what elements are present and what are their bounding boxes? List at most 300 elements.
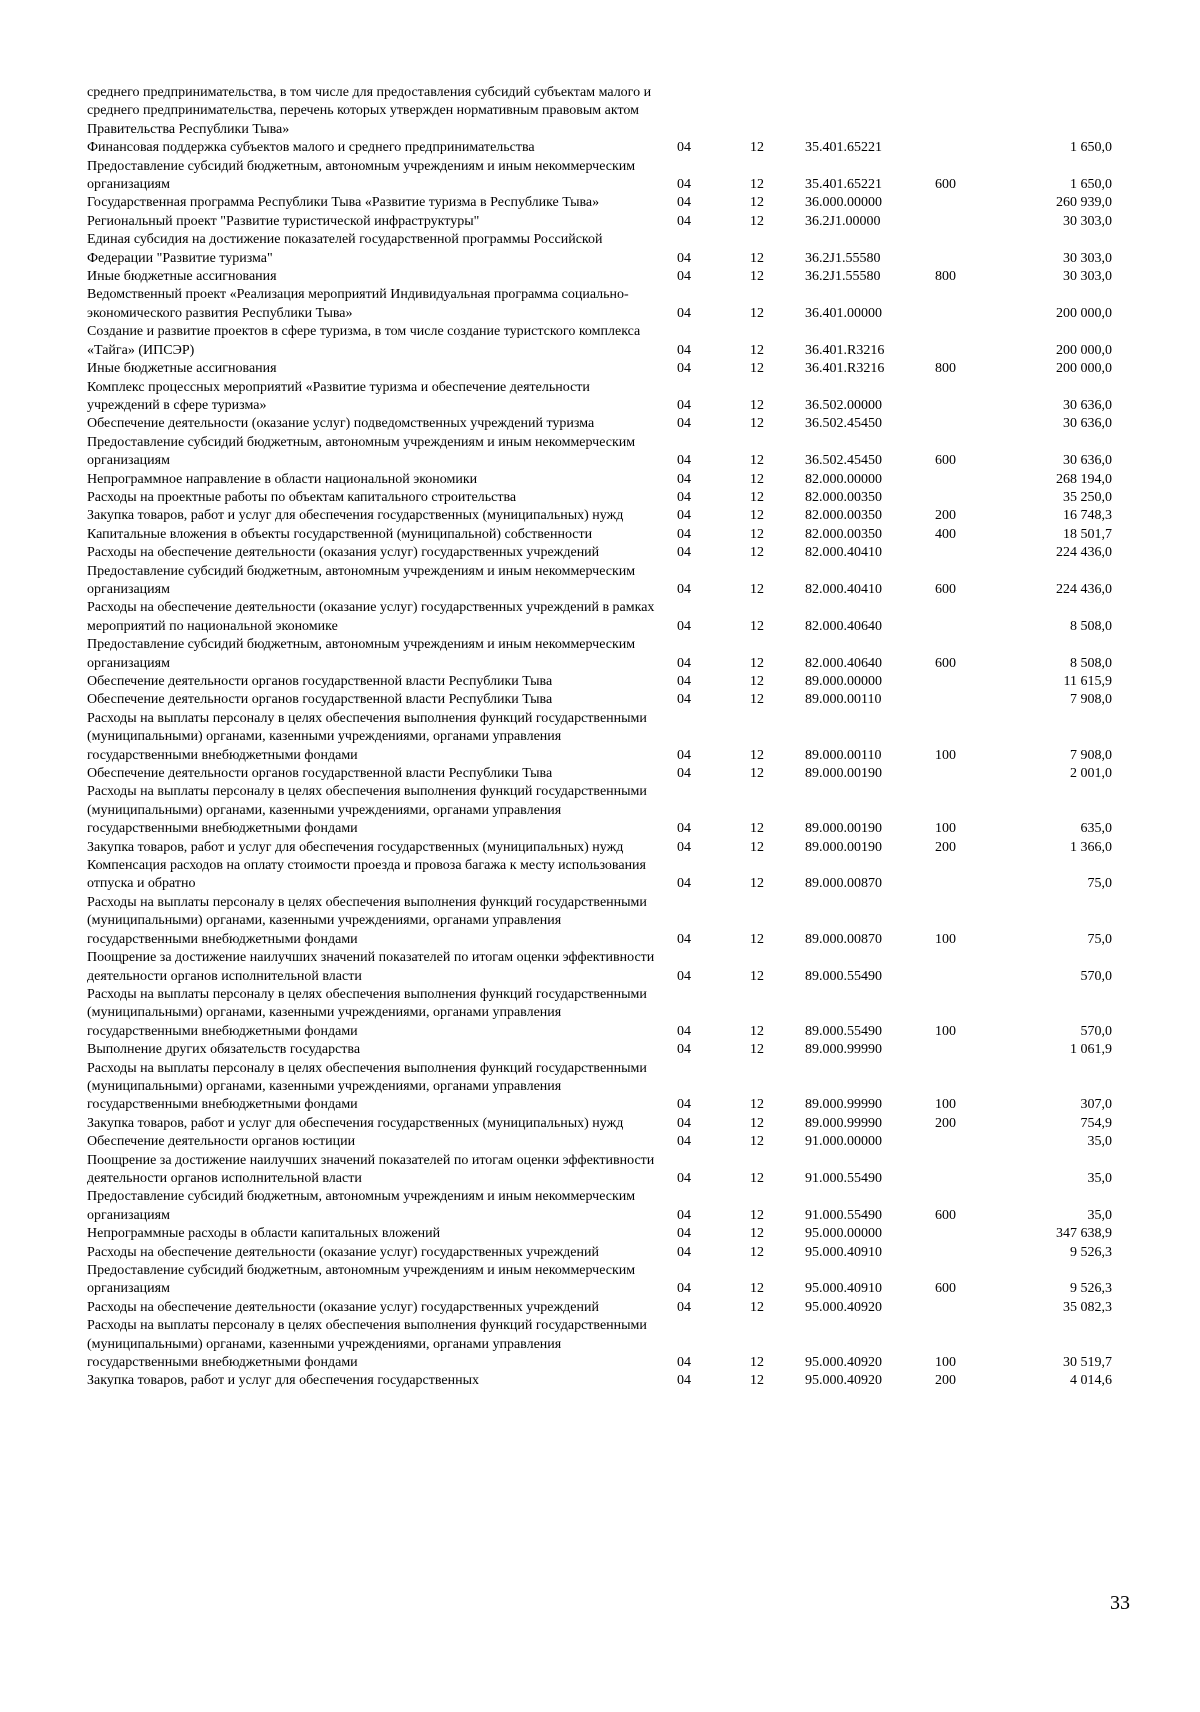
row-section-code: 04 xyxy=(677,508,691,524)
row-target-article: 89.000.00000 xyxy=(805,674,882,689)
row-target-article: 82.000.40410 xyxy=(805,581,882,597)
row-name: Расходы на выплаты персоналу в целях обеспечения выполнения функций государственными (муниципальными) органами, казенными учреждениями, органами управления государственными внебюджетными фондами xyxy=(87,784,647,837)
row-amount: 30 636,0 xyxy=(1063,453,1112,469)
row-name: Предоставление субсидий бюджетным, автономным учреждениям и иным некоммерческим организациям xyxy=(87,1263,636,1297)
row-subsection-code: 12 xyxy=(750,968,764,984)
row-subsection-code: 12 xyxy=(750,305,764,321)
row-expense-type: 600 xyxy=(935,655,956,671)
table-row xyxy=(87,857,1112,894)
row-target-article: 36.401.R3216 xyxy=(805,361,885,377)
row-subsection-code: 12 xyxy=(750,1207,764,1223)
row-expense-type: 100 xyxy=(935,1023,956,1039)
row-name: Расходы на обеспечение деятельности (оказание услуг) государственных учреждений в рамках мероприятий по национальной экономике xyxy=(87,600,655,634)
row-target-article: 89.000.00190 xyxy=(805,839,882,855)
row-section-code: 04 xyxy=(677,931,691,947)
row-target-article: 95.000.40920 xyxy=(805,1299,882,1315)
row-section-code: 04 xyxy=(677,839,691,855)
row-amount: 1 650,0 xyxy=(1070,177,1112,193)
row-expense-type xyxy=(935,691,997,709)
row-subsection-code: 12 xyxy=(750,526,764,542)
row-target-article: 91.000.55490 xyxy=(805,1207,882,1223)
table-row xyxy=(87,231,1112,268)
row-subsection-code: 12 xyxy=(750,821,764,837)
row-expense-type xyxy=(935,84,997,139)
row-target-article: 89.000.00870 xyxy=(805,876,882,892)
table-row xyxy=(87,894,1112,949)
row-name: Закупка товаров, работ и услуг для обеспечения государственных (муниципальных) нужд xyxy=(87,1115,624,1131)
row-target-article: 36.502.45450 xyxy=(805,453,882,469)
row-amount: 35 082,3 xyxy=(1063,1299,1112,1315)
table-row xyxy=(87,158,1112,195)
row-name: Расходы на выплаты персоналу в целях обеспечения выполнения функций государственными (муниципальными) органами, казенными учреждениями, органами управления государственными внебюджетными фондами xyxy=(87,986,647,1039)
row-target-article: 82.000.40640 xyxy=(805,655,882,671)
row-section-code: 04 xyxy=(677,1244,691,1260)
row-expense-type xyxy=(935,415,997,433)
row-target-article: 89.000.99990 xyxy=(805,1042,882,1058)
row-section-code: 04 xyxy=(677,1023,691,1039)
row-target-article: 82.000.40640 xyxy=(805,618,882,634)
row-section-code: 04 xyxy=(677,526,691,542)
row-amount: 224 436,0 xyxy=(1056,545,1112,561)
row-expense-type: 400 xyxy=(935,526,956,542)
table-row xyxy=(87,710,1112,765)
row-target-article: 89.000.00110 xyxy=(805,692,882,708)
table-row xyxy=(87,563,1112,600)
row-amount: 8 508,0 xyxy=(1070,655,1112,671)
row-amount: 1 061,9 xyxy=(1070,1042,1112,1058)
row-name: Обеспечение деятельности (оказание услуг) подведомственных учреждений туризма xyxy=(87,416,595,432)
row-subsection-code: 12 xyxy=(750,361,764,377)
row-name: Закупка товаров, работ и услуг для обеспечения государственных (муниципальных) нужд xyxy=(87,508,624,524)
row-amount: 200 000,0 xyxy=(1056,361,1112,377)
row-name: Расходы на выплаты персоналу в целях обеспечения выполнения функций государственными (муниципальными) органами, казенными учреждениями, органами управления государственными внебюджетными фондами xyxy=(87,894,647,947)
row-amount: 11 615,9 xyxy=(1063,674,1112,689)
row-section-code: 04 xyxy=(677,1170,691,1186)
row-target-article: 89.000.00190 xyxy=(805,766,882,782)
row-amount: 570,0 xyxy=(1080,968,1112,984)
row-section-code: 04 xyxy=(677,140,691,156)
row-expense-type xyxy=(935,1152,997,1189)
row-amount: 268 194,0 xyxy=(1056,471,1112,487)
row-target-article: 95.000.40920 xyxy=(805,1373,882,1389)
row-amount: 35,0 xyxy=(1087,1134,1112,1150)
row-subsection-code: 12 xyxy=(750,1170,764,1186)
table-row xyxy=(87,471,1112,489)
row-expense-type xyxy=(935,857,997,894)
row-expense-type xyxy=(935,231,997,268)
row-subsection-code: 12 xyxy=(750,140,764,156)
row-amount xyxy=(997,84,1112,139)
table-row xyxy=(87,949,1112,986)
row-section-code: 04 xyxy=(677,177,691,193)
row-amount: 7 908,0 xyxy=(1070,692,1112,708)
row-amount: 754,9 xyxy=(1080,1115,1112,1131)
row-subsection-code: 12 xyxy=(750,747,764,763)
row-section-code: 04 xyxy=(677,195,691,211)
row-subsection-code: 12 xyxy=(750,674,764,689)
row-expense-type: 100 xyxy=(935,931,956,947)
row-expense-type: 200 xyxy=(935,1115,956,1131)
row-section-code: 04 xyxy=(677,1097,691,1113)
row-section-code: 04 xyxy=(677,1226,691,1242)
table-row xyxy=(87,213,1112,231)
row-target-article: 82.000.40410 xyxy=(805,545,882,561)
row-expense-type: 100 xyxy=(935,747,956,763)
row-subsection-code: 12 xyxy=(750,250,764,266)
row-section-code: 04 xyxy=(677,471,691,487)
table-row xyxy=(87,507,1112,525)
row-subsection-code: 12 xyxy=(750,545,764,561)
row-expense-type: 600 xyxy=(935,1207,956,1223)
row-subsection-code: 12 xyxy=(750,1115,764,1131)
row-section-code: 04 xyxy=(677,1373,691,1389)
row-amount: 30 636,0 xyxy=(1063,416,1112,432)
row-subsection-code: 12 xyxy=(750,342,764,358)
row-section-code: 04 xyxy=(677,968,691,984)
row-name: Предоставление субсидий бюджетным, автономным учреждениям и иным некоммерческим организациям xyxy=(87,434,636,469)
table-row xyxy=(87,286,1112,323)
row-amount: 1 650,0 xyxy=(1070,140,1112,156)
row-target-article: 82.000.00350 xyxy=(805,526,882,542)
row-name: Компенсация расходов на оплату стоимости проезда и провоза багажа к месту использования отпуска и обратно xyxy=(87,858,646,892)
row-expense-type: 600 xyxy=(935,177,956,193)
table-row xyxy=(87,526,1112,544)
row-amount: 7 908,0 xyxy=(1070,747,1112,763)
row-subsection-code: 12 xyxy=(750,1373,764,1389)
row-name: Расходы на обеспечение деятельности (оказание услуг) государственных учреждений xyxy=(87,1244,599,1260)
row-amount: 2 001,0 xyxy=(1070,766,1112,782)
row-amount: 75,0 xyxy=(1087,931,1112,947)
table-row xyxy=(87,139,1112,157)
row-name: Закупка товаров, работ и услуг для обеспечения государственных (муниципальных) нужд xyxy=(87,839,624,855)
row-subsection-code: 12 xyxy=(750,1226,764,1242)
row-expense-type xyxy=(935,379,997,416)
row-section-code: 04 xyxy=(677,1134,691,1150)
row-target-article: 82.000.00000 xyxy=(805,471,882,487)
row-subsection-code: 12 xyxy=(750,471,764,487)
row-expense-type xyxy=(935,1225,997,1243)
table-row xyxy=(87,765,1112,783)
row-amount: 9 526,3 xyxy=(1070,1281,1112,1297)
row-section-code: 04 xyxy=(677,655,691,671)
row-name: Региональный проект "Развитие туристической инфраструктуры" xyxy=(87,213,480,229)
row-amount: 30 636,0 xyxy=(1063,397,1112,413)
row-expense-type xyxy=(935,599,997,636)
budget-table xyxy=(87,84,1112,1391)
table-row xyxy=(87,1317,1112,1372)
row-name: Расходы на выплаты персоналу в целях обеспечения выполнения функций государственными (муниципальными) органами, казенными учреждениями, органами управления государственными внебюджетными фондами xyxy=(87,1318,647,1371)
row-section-code: 04 xyxy=(677,489,691,505)
row-subsection-code xyxy=(750,84,805,139)
row-expense-type: 800 xyxy=(935,269,956,285)
row-target-article: 82.000.00350 xyxy=(805,489,882,505)
row-expense-type: 100 xyxy=(935,821,956,837)
row-target-article: 36.502.00000 xyxy=(805,397,882,413)
table-row xyxy=(87,1152,1112,1189)
table-row xyxy=(87,323,1112,360)
row-section-code: 04 xyxy=(677,269,691,285)
row-expense-type: 100 xyxy=(935,1355,956,1371)
row-target-article: 89.000.55490 xyxy=(805,968,882,984)
row-subsection-code: 12 xyxy=(750,1281,764,1297)
row-expense-type: 200 xyxy=(935,839,956,855)
row-target-article xyxy=(805,84,935,139)
row-expense-type: 800 xyxy=(935,361,956,377)
row-subsection-code: 12 xyxy=(750,1244,764,1260)
row-name: Финансовая поддержка субъектов малого и среднего предпринимательства xyxy=(87,140,535,156)
row-amount: 200 000,0 xyxy=(1056,342,1112,358)
row-section-code: 04 xyxy=(677,766,691,782)
row-subsection-code: 12 xyxy=(750,397,764,413)
row-target-article: 89.000.55490 xyxy=(805,1023,882,1039)
table-row xyxy=(87,544,1112,562)
row-amount: 30 303,0 xyxy=(1063,250,1112,266)
row-expense-type xyxy=(935,673,997,691)
row-expense-type xyxy=(935,1244,997,1262)
row-amount: 570,0 xyxy=(1080,1023,1112,1039)
row-subsection-code: 12 xyxy=(750,177,764,193)
row-expense-type xyxy=(935,1299,997,1317)
row-subsection-code: 12 xyxy=(750,618,764,634)
row-subsection-code: 12 xyxy=(750,1134,764,1150)
row-subsection-code: 12 xyxy=(750,213,764,229)
row-subsection-code: 12 xyxy=(750,508,764,524)
row-target-article: 36.2J1.00000 xyxy=(805,213,881,229)
row-section-code: 04 xyxy=(677,692,691,708)
page-number: 33 xyxy=(1110,1592,1130,1614)
table-row xyxy=(87,1225,1112,1243)
row-target-article: 91.000.55490 xyxy=(805,1170,882,1186)
row-section-code: 04 xyxy=(677,250,691,266)
row-target-article: 89.000.00110 xyxy=(805,747,882,763)
row-name: Предоставление субсидий бюджетным, автономным учреждениям и иным некоммерческим организациям xyxy=(87,637,636,671)
row-section-code: 04 xyxy=(677,397,691,413)
row-name: Обеспечение деятельности органов юстиции xyxy=(87,1134,356,1150)
row-expense-type xyxy=(935,1133,997,1151)
row-section-code: 04 xyxy=(677,618,691,634)
table-row xyxy=(87,268,1112,286)
row-expense-type xyxy=(935,194,997,212)
row-expense-type: 200 xyxy=(935,1373,956,1389)
budget-document-page xyxy=(87,84,1112,1391)
row-subsection-code: 12 xyxy=(750,1299,764,1315)
row-subsection-code: 12 xyxy=(750,1097,764,1113)
table-row xyxy=(87,1060,1112,1115)
row-name: Расходы на выплаты персоналу в целях обеспечения выполнения функций государственными (муниципальными) органами, казенными учреждениями, органами управления государственными внебюджетными фондами xyxy=(87,710,647,763)
row-subsection-code: 12 xyxy=(750,581,764,597)
row-name: Выполнение других обязательств государства xyxy=(87,1042,361,1058)
row-name: Обеспечение деятельности органов государственной власти Республики Тыва xyxy=(87,674,553,689)
row-name: Комплекс процессных мероприятий «Развитие туризма и обеспечение деятельности учреждений в сфере туризма» xyxy=(87,379,590,413)
row-section-code: 04 xyxy=(677,361,691,377)
row-target-article: 89.000.00190 xyxy=(805,821,882,837)
row-amount: 347 638,9 xyxy=(1056,1226,1112,1242)
table-row xyxy=(87,783,1112,838)
row-name: Капитальные вложения в объекты государственной (муниципальной) собственности xyxy=(87,526,593,542)
row-name: Расходы на проектные работы по объектам капитального строительства xyxy=(87,489,517,505)
row-expense-type xyxy=(935,765,997,783)
row-amount: 4 014,6 xyxy=(1070,1373,1112,1389)
row-target-article: 95.000.40920 xyxy=(805,1355,882,1371)
row-section-code: 04 xyxy=(677,1355,691,1371)
row-expense-type xyxy=(935,544,997,562)
table-row xyxy=(87,1041,1112,1059)
table-row xyxy=(87,415,1112,433)
row-target-article: 36.2J1.55580 xyxy=(805,269,881,285)
row-amount: 16 748,3 xyxy=(1063,508,1112,524)
row-name: Непрограммное направление в области национальной экономики xyxy=(87,471,478,487)
row-subsection-code: 12 xyxy=(750,766,764,782)
row-target-article: 36.000.00000 xyxy=(805,195,882,211)
row-name: Предоставление субсидий бюджетным, автономным учреждениям и иным некоммерческим организациям xyxy=(87,158,636,193)
row-amount: 200 000,0 xyxy=(1056,305,1112,321)
table-row xyxy=(87,636,1112,673)
row-name: Создание и развитие проектов в сфере туризма, в том числе создание туристского комплекса «Тайга» (ИПСЭР) xyxy=(87,324,641,358)
row-section-code xyxy=(677,84,750,139)
row-section-code: 04 xyxy=(677,581,691,597)
row-expense-type: 100 xyxy=(935,1097,956,1113)
row-section-code: 04 xyxy=(677,1115,691,1131)
row-name: Поощрение за достижение наилучших значений показателей по итогам оценки эффективности деятельности органов исполнительной власти xyxy=(87,1152,655,1186)
row-expense-type: 600 xyxy=(935,581,956,597)
table-row xyxy=(87,1372,1112,1390)
row-subsection-code: 12 xyxy=(750,1355,764,1371)
row-expense-type: 600 xyxy=(935,1281,956,1297)
row-amount: 35 250,0 xyxy=(1063,489,1112,505)
row-amount: 307,0 xyxy=(1080,1097,1112,1113)
row-subsection-code: 12 xyxy=(750,489,764,505)
row-target-article: 95.000.00000 xyxy=(805,1226,882,1242)
row-expense-type xyxy=(935,1041,997,1059)
row-subsection-code: 12 xyxy=(750,931,764,947)
row-expense-type xyxy=(935,139,997,157)
table-row xyxy=(87,839,1112,857)
row-expense-type: 600 xyxy=(935,453,956,469)
row-target-article: 95.000.40910 xyxy=(805,1244,882,1260)
row-amount: 1 366,0 xyxy=(1070,839,1112,855)
table-row xyxy=(87,84,1112,139)
table-row xyxy=(87,1262,1112,1299)
table-row xyxy=(87,1299,1112,1317)
row-section-code: 04 xyxy=(677,1281,691,1297)
row-expense-type: 200 xyxy=(935,508,956,524)
row-section-code: 04 xyxy=(677,1207,691,1223)
row-name: Иные бюджетные ассигнования xyxy=(87,361,277,377)
row-name: Предоставление субсидий бюджетным, автономным учреждениям и иным некоммерческим организациям xyxy=(87,563,636,597)
row-name: Расходы на обеспечение деятельности (оказание услуг) государственных учреждений xyxy=(87,1299,599,1315)
row-target-article: 35.401.65221 xyxy=(805,177,882,193)
table-row xyxy=(87,360,1112,378)
row-expense-type xyxy=(935,489,997,507)
row-section-code: 04 xyxy=(677,747,691,763)
row-subsection-code: 12 xyxy=(750,692,764,708)
table-row xyxy=(87,1244,1112,1262)
row-target-article: 35.401.65221 xyxy=(805,140,882,156)
table-row xyxy=(87,691,1112,709)
row-expense-type xyxy=(935,286,997,323)
row-subsection-code: 12 xyxy=(750,1042,764,1058)
row-section-code: 04 xyxy=(677,342,691,358)
row-expense-type xyxy=(935,949,997,986)
row-section-code: 04 xyxy=(677,305,691,321)
row-target-article: 95.000.40910 xyxy=(805,1281,882,1297)
row-name: Предоставление субсидий бюджетным, автономным учреждениям и иным некоммерческим организациям xyxy=(87,1189,636,1223)
row-amount: 8 508,0 xyxy=(1070,618,1112,634)
row-section-code: 04 xyxy=(677,416,691,432)
row-section-code: 04 xyxy=(677,545,691,561)
table-row xyxy=(87,1115,1112,1133)
table-row xyxy=(87,1188,1112,1225)
table-row xyxy=(87,1133,1112,1151)
row-section-code: 04 xyxy=(677,453,691,469)
row-amount: 30 303,0 xyxy=(1063,269,1112,285)
row-amount: 635,0 xyxy=(1080,821,1112,837)
row-section-code: 04 xyxy=(677,1299,691,1315)
row-target-article: 89.000.00870 xyxy=(805,931,882,947)
row-subsection-code: 12 xyxy=(750,453,764,469)
row-target-article: 91.000.00000 xyxy=(805,1134,882,1150)
row-expense-type xyxy=(935,471,997,489)
row-name: Непрограммные расходы в области капитальных вложений xyxy=(87,1226,441,1242)
row-target-article: 36.401.R3216 xyxy=(805,342,885,358)
row-name: Обеспечение деятельности органов государственной власти Республики Тыва xyxy=(87,766,553,782)
row-subsection-code: 12 xyxy=(750,839,764,855)
table-row xyxy=(87,194,1112,212)
row-name: Поощрение за достижение наилучших значений показателей по итогам оценки эффективности деятельности органов исполнительной власти xyxy=(87,950,655,984)
row-name: Закупка товаров, работ и услуг для обеспечения государственных xyxy=(87,1373,480,1389)
row-amount: 18 501,7 xyxy=(1063,526,1112,542)
row-expense-type xyxy=(935,213,997,231)
row-section-code: 04 xyxy=(677,213,691,229)
row-subsection-code: 12 xyxy=(750,416,764,432)
row-amount: 35,0 xyxy=(1087,1207,1112,1223)
row-section-code: 04 xyxy=(677,674,691,689)
row-target-article: 89.000.99990 xyxy=(805,1097,882,1113)
table-row xyxy=(87,489,1112,507)
row-name: Государственная программа Республики Тыва «Развитие туризма в Республике Тыва» xyxy=(87,195,600,211)
row-amount: 9 526,3 xyxy=(1070,1244,1112,1260)
row-expense-type xyxy=(935,323,997,360)
row-target-article: 36.2J1.55580 xyxy=(805,250,881,266)
table-row xyxy=(87,986,1112,1041)
row-subsection-code: 12 xyxy=(750,195,764,211)
row-amount: 260 939,0 xyxy=(1056,195,1112,211)
row-target-article: 36.502.45450 xyxy=(805,416,882,432)
row-amount: 35,0 xyxy=(1087,1170,1112,1186)
row-name: Ведомственный проект «Реализация мероприятий Индивидуальная программа социально-экономического развития Республики Тыва» xyxy=(87,287,629,321)
row-name: среднего предпринимательства, в том числе для предоставления субсидий субъектам малого и среднего предпринимательства, перечень которых утвержден нормативным правовым актом Правительства Республики Тыва» xyxy=(87,85,652,137)
table-row xyxy=(87,434,1112,471)
row-name: Расходы на выплаты персоналу в целях обеспечения выполнения функций государственными (муниципальными) органами, казенными учреждениями, органами управления государственными внебюджетными фондами xyxy=(87,1060,647,1113)
table-row xyxy=(87,673,1112,691)
budget-table-body xyxy=(87,84,1112,1391)
row-subsection-code: 12 xyxy=(750,1023,764,1039)
table-row xyxy=(87,379,1112,416)
row-section-code: 04 xyxy=(677,876,691,892)
row-name: Единая субсидия на достижение показателей государственной программы Российской Федерации "Развитие туризма" xyxy=(87,232,603,266)
row-section-code: 04 xyxy=(677,1042,691,1058)
row-amount: 30 519,7 xyxy=(1063,1355,1112,1371)
row-amount: 75,0 xyxy=(1087,876,1112,892)
row-amount: 30 303,0 xyxy=(1063,213,1112,229)
row-name: Обеспечение деятельности органов государственной власти Республики Тыва xyxy=(87,692,553,708)
row-section-code: 04 xyxy=(677,821,691,837)
row-subsection-code: 12 xyxy=(750,655,764,671)
row-target-article: 36.401.00000 xyxy=(805,305,882,321)
row-subsection-code: 12 xyxy=(750,876,764,892)
row-name: Иные бюджетные ассигнования xyxy=(87,269,277,285)
row-amount: 224 436,0 xyxy=(1056,581,1112,597)
